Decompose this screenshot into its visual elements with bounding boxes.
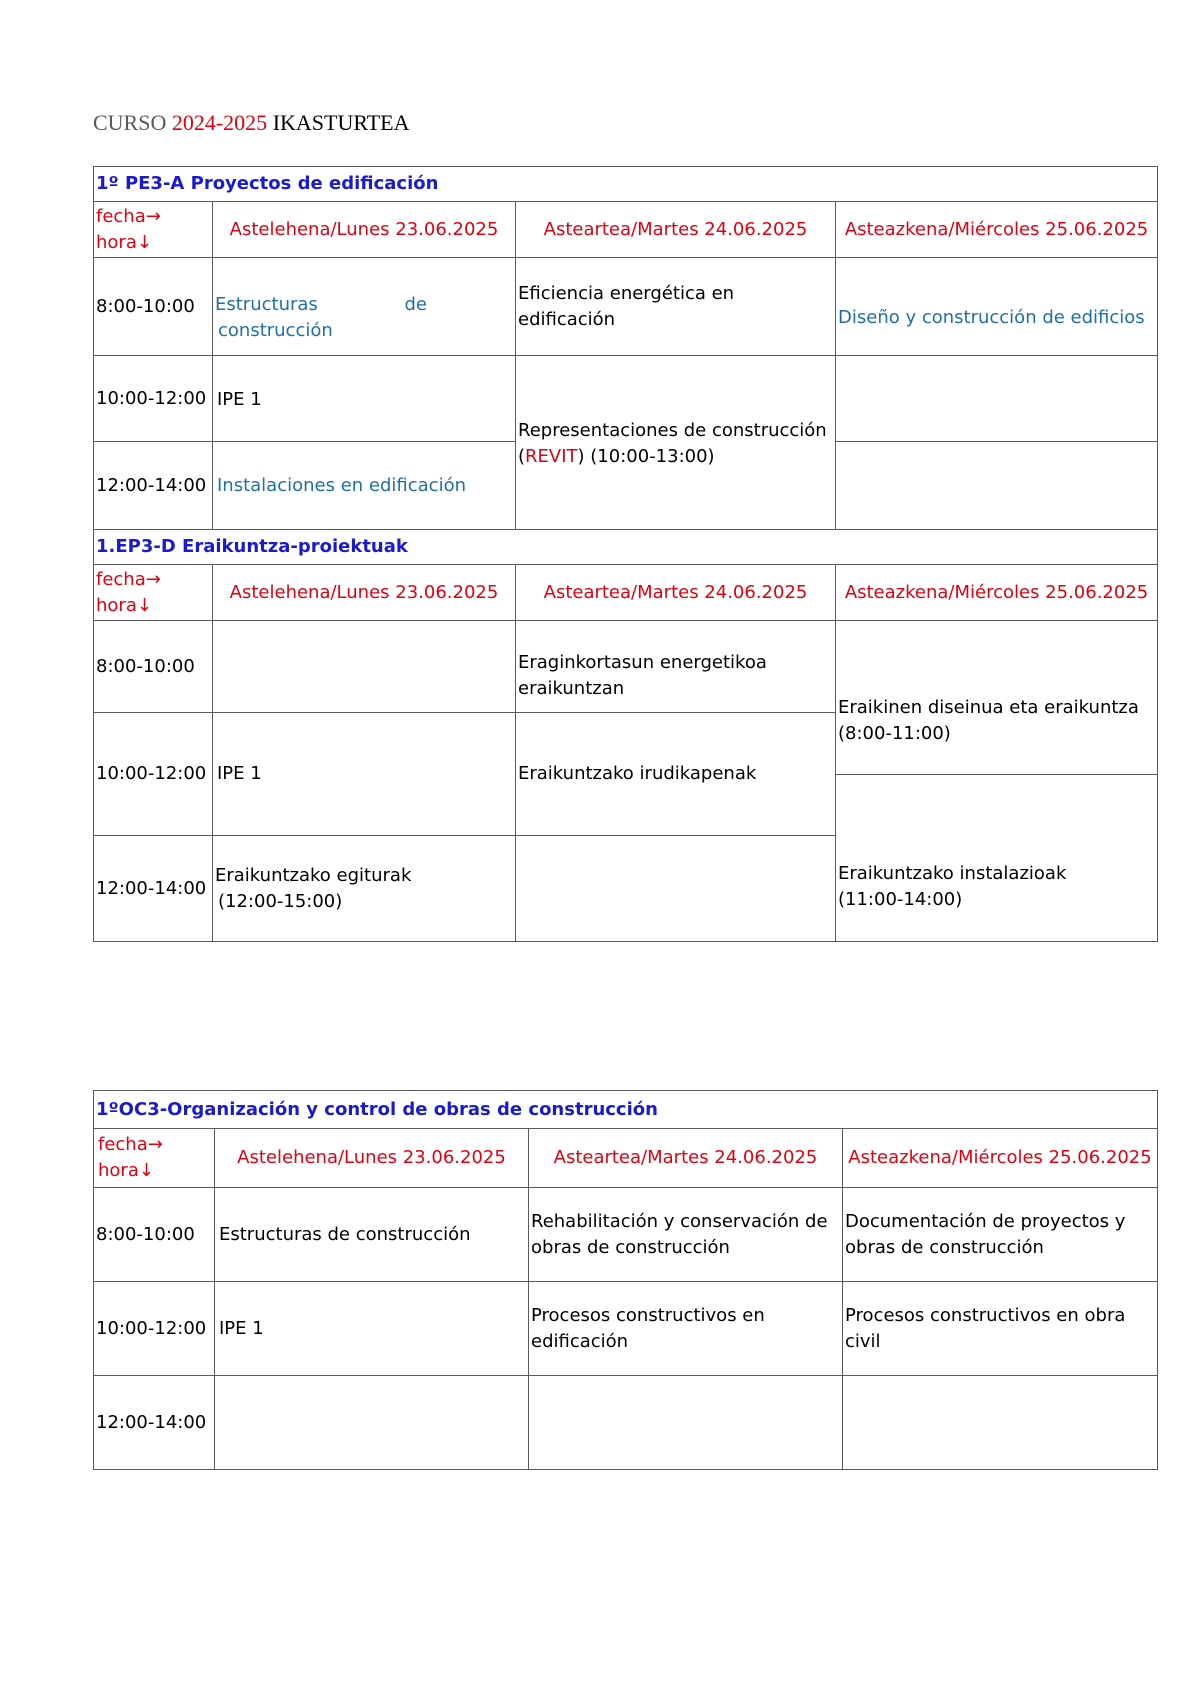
- subject-text: Eraikinen diseinua eta eraikuntza: [838, 696, 1139, 718]
- schedule-table-oc3: [93, 1090, 1158, 1470]
- subject-cell: Instalaciones en edificación: [213, 442, 516, 530]
- hour-cell: 8:00-10:00: [94, 258, 213, 356]
- heading-curso: CURSO: [93, 110, 167, 135]
- table-title: 1ºOC3-Organización y control de obras de construcción: [94, 1091, 1158, 1129]
- table-title: 1.EP3-D Eraikuntza-proiektuak: [94, 530, 1158, 565]
- subject-cell: Eraikuntzako irudikapenak: [516, 713, 836, 836]
- subject-cell: [516, 621, 836, 713]
- subject-text: (8:00-11:00): [838, 722, 951, 744]
- day-header-wednesday: Asteazkena/Miércoles 25.06.2025: [843, 1129, 1158, 1188]
- subject-text: eraikuntzan: [518, 677, 625, 699]
- hour-cell: 10:00-12:00: [94, 356, 213, 442]
- subject-cell: [213, 621, 516, 713]
- day-header-tuesday: Asteartea/Martes 24.06.2025: [516, 202, 836, 258]
- day-header-tuesday: Asteartea/Martes 24.06.2025: [516, 565, 836, 621]
- day-header-wednesday: Asteazkena/Miércoles 25.06.2025: [836, 202, 1158, 258]
- subject-cell: [516, 836, 836, 942]
- subject-cell: IPE 1: [215, 1282, 529, 1376]
- subject-text: Eraginkortasun energetikoa: [518, 651, 767, 673]
- hour-cell: 10:00-12:00: [94, 713, 213, 836]
- fecha-hora-cell: [94, 202, 213, 258]
- subject-cell: [836, 621, 1158, 775]
- hour-cell: 12:00-14:00: [94, 836, 213, 942]
- subject-cell: [529, 1282, 843, 1376]
- subject-text: Eraikuntzako egiturak: [215, 864, 412, 886]
- subject-text: obras de construcción: [845, 1236, 1044, 1258]
- hora-label: hora↓: [96, 594, 152, 616]
- subject-cell: [836, 356, 1158, 442]
- subject-cell: IPE 1: [213, 713, 516, 836]
- subject-text: civil: [845, 1330, 881, 1352]
- subject-text: Rehabilitación y conservación de: [531, 1210, 828, 1232]
- day-header-tuesday: Asteartea/Martes 24.06.2025: [529, 1129, 843, 1188]
- subject-text: construcción: [218, 319, 333, 341]
- hour-cell: 8:00-10:00: [94, 621, 213, 713]
- subject-cell: [836, 442, 1158, 530]
- subject-cell: [215, 1376, 529, 1470]
- hour-cell: 12:00-14:00: [94, 442, 213, 530]
- fecha-hora-cell: [94, 565, 213, 621]
- table-title: 1º PE3-A Proyectos de edificación: [94, 167, 1158, 202]
- subject-text: (12:00-15:00): [218, 890, 343, 912]
- subject-cell: Estructuras de construcción: [215, 1188, 529, 1282]
- subject-cell: [529, 1188, 843, 1282]
- subject-text: (11:00-14:00): [838, 889, 963, 910]
- page-heading: [93, 110, 409, 136]
- subject-text: (REVIT) (10:00-13:00): [518, 445, 715, 467]
- subject-text: Representaciones de construcción: [518, 419, 827, 441]
- subject-text: Procesos constructivos en: [531, 1304, 765, 1326]
- schedule-table-pe3a: [93, 166, 1158, 530]
- subject-text: obras de construcción: [531, 1236, 730, 1258]
- subject-cell: [516, 356, 836, 530]
- subject-text: Eraikuntzako instalazioak: [838, 863, 1067, 884]
- hour-cell: 10:00-12:00: [94, 1282, 215, 1376]
- fecha-label: fecha→: [98, 1134, 163, 1155]
- subject-cell: IPE 1: [213, 356, 516, 442]
- schedule-table-ep3d: [93, 529, 1158, 942]
- subject-text: Documentación de proyectos y: [845, 1210, 1126, 1232]
- fecha-label: fecha→: [96, 205, 161, 227]
- subject-cell: [213, 258, 516, 356]
- subject-cell: [843, 1282, 1158, 1376]
- subject-text: Procesos constructivos en obra: [845, 1304, 1126, 1326]
- hour-cell: 12:00-14:00: [94, 1376, 215, 1470]
- subject-cell: [843, 1188, 1158, 1282]
- day-header-monday: Astelehena/Lunes 23.06.2025: [215, 1129, 529, 1188]
- hora-label: hora↓: [96, 231, 152, 253]
- subject-text: edificación: [531, 1330, 629, 1352]
- hour-cell: 8:00-10:00: [94, 1188, 215, 1282]
- subject-cell: Eficiencia energética en edificación: [516, 258, 836, 356]
- hora-label: hora↓: [98, 1160, 154, 1181]
- fecha-hora-cell: [94, 1129, 215, 1188]
- subject-text: de: [404, 293, 427, 315]
- day-header-monday: Astelehena/Lunes 23.06.2025: [213, 565, 516, 621]
- subject-cell: [529, 1376, 843, 1470]
- subject-text: Estructuras: [215, 293, 318, 315]
- day-header-monday: Astelehena/Lunes 23.06.2025: [213, 202, 516, 258]
- heading-years: 2024-2025: [171, 110, 268, 135]
- subject-cell: Diseño y construcción de edificios: [836, 258, 1158, 356]
- subject-cell: [836, 775, 1158, 942]
- day-header-wednesday: Asteazkena/Miércoles 25.06.2025: [836, 565, 1158, 621]
- revit-label: REVIT: [525, 445, 578, 467]
- subject-cell: [843, 1376, 1158, 1470]
- heading-ikasturtea: IKASTURTEA: [272, 110, 410, 135]
- subject-cell: [213, 836, 516, 942]
- fecha-label: fecha→: [96, 568, 161, 590]
